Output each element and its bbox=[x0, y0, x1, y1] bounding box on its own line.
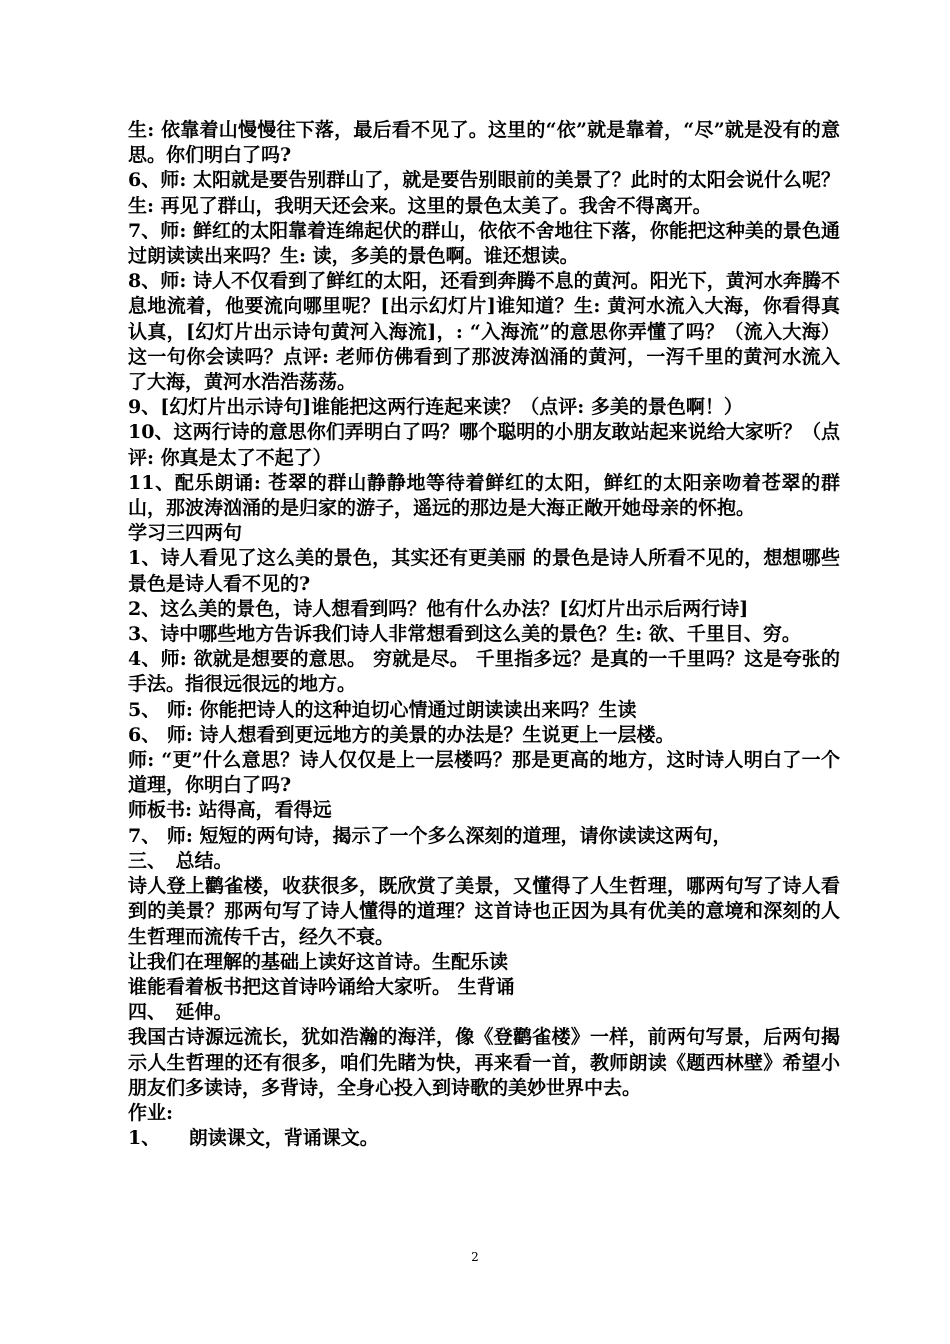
paragraph: 1、 朗读课文，背诵课文。 bbox=[128, 1127, 379, 1150]
paragraph: 师板书: 站得高，看得远 bbox=[128, 799, 332, 822]
paragraph: 6、 师: 诗人想看到更远地方的美景的办法是？生说更上一层楼。 bbox=[128, 723, 675, 746]
paragraph: 我国古诗源远流长，犹如浩瀚的海洋，像《登鹳雀楼》一样，前两句写景，后两句揭示人生哲理的还有很多，咱们先睹为快，再来看一首，教师朗读《题西林壁》希望小朋友们多读诗，多背诗，全身心投入到诗歌的美妙世界中去。 bbox=[128, 1026, 840, 1099]
paragraph: 1、诗人看见了这么美的景色，其实还有更美丽 的景色是诗人所看不见的，想想哪些景色是诗人看不见的? bbox=[128, 547, 840, 595]
section-heading: 作业: bbox=[128, 1101, 174, 1124]
paragraph: 7、 师: 短短的两句诗，揭示了一个多么深刻的道理，请你读读这两句， bbox=[128, 824, 732, 847]
section-heading: 三、 总结。 bbox=[128, 849, 233, 872]
paragraph: 谁能看着板书把这首诗吟诵给大家听。 生背诵 bbox=[128, 975, 515, 998]
section-heading: 学习三四两句 bbox=[128, 522, 243, 545]
paragraph: 师: “更”什么意思？诗人仅仅是上一层楼吗？那是更高的地方，这时诗人明白了一个道理，你明白了吗? bbox=[128, 749, 840, 797]
paragraph: 4、师: 欲就是想要的意思。 穷就是尽。 千里指多远？是真的一千里吗？这是夸张的手法。指很远很远的地方。 bbox=[128, 648, 840, 696]
paragraph: 诗人登上鹳雀楼，收获很多，既欣赏了美景，又懂得了人生哲理，哪两句写了诗人看到的美景？那两句写了诗人懂得的道理？这首诗也正因为具有优美的意境和深刻的人生哲理而流传千古，经久不衰。 bbox=[128, 875, 840, 948]
paragraph: 8、师: 诗人不仅看到了鲜红的太阳，还看到奔腾不息的黄河。阳光下，黄河水奔腾不息地流着，他要流向哪里呢？[出示幻灯片]谁知道？生: 黄河水流入大海，你看得真认真，[幻灯片出示诗句黄河入海流]，: “入海流”的意思你弄懂了吗？（流入大海）这一句你会读吗？点评: 老师仿佛看到了那波涛汹涌的黄河，一泻千里的黄河水流入了大海，黄河水浩浩荡荡。 bbox=[128, 270, 840, 394]
paragraph: 10、这两行诗的意思你们弄明白了吗？哪个聪明的小朋友敢站起来说给大家听？（点评: 你真是太了不起了） bbox=[128, 421, 840, 469]
paragraph: 7、师: 鲜红的太阳靠着连绵起伏的群山，依依不舍地往下落，你能把这种美的景色通过朗读读出来吗？生: 读，多美的景色啊。谁还想读。 bbox=[128, 219, 840, 268]
paragraph: 让我们在理解的基础上读好这首诗。生配乐读 bbox=[128, 950, 509, 973]
paragraph: 3、诗中哪些地方告诉我们诗人非常想看到这么美的景色？生: 欲、千里目、穷。 bbox=[128, 623, 801, 646]
paragraph: 5、 师: 你能把诗人的这种迫切心情通过朗读读出来吗？生读 bbox=[128, 698, 637, 721]
paragraph: 11、配乐朗诵: 苍翠的群山静静地等待着鲜红的太阳，鲜红的太阳亲吻着苍翠的群山，那波涛汹涌的是归家的游子，遥远的那边是大海正敞开她母亲的怀抱。 bbox=[128, 471, 840, 520]
paragraph: 生: 依靠着山慢慢往下落，最后看不见了。这里的“依”就是靠着，“尽”就是没有的意思。你们明白了吗? bbox=[128, 119, 840, 167]
page-number: 2 bbox=[471, 1250, 479, 1264]
section-heading: 四、 延伸。 bbox=[128, 1001, 233, 1024]
paragraph: 9、[幻灯片出示诗句]谁能把这两行连起来读？（点评: 多美的景色啊！） bbox=[128, 396, 743, 419]
document-body bbox=[128, 118, 840, 1151]
paragraph: 2、这么美的景色，诗人想看到吗？他有什么办法？[幻灯片出示后两行诗] bbox=[128, 597, 749, 620]
paragraph: 6、师: 太阳就是要告别群山了，就是要告别眼前的美景了？此时的太阳会说什么呢？生: 再见了群山，我明天还会来。这里的景色太美了。我舍不得离开。 bbox=[128, 169, 840, 217]
